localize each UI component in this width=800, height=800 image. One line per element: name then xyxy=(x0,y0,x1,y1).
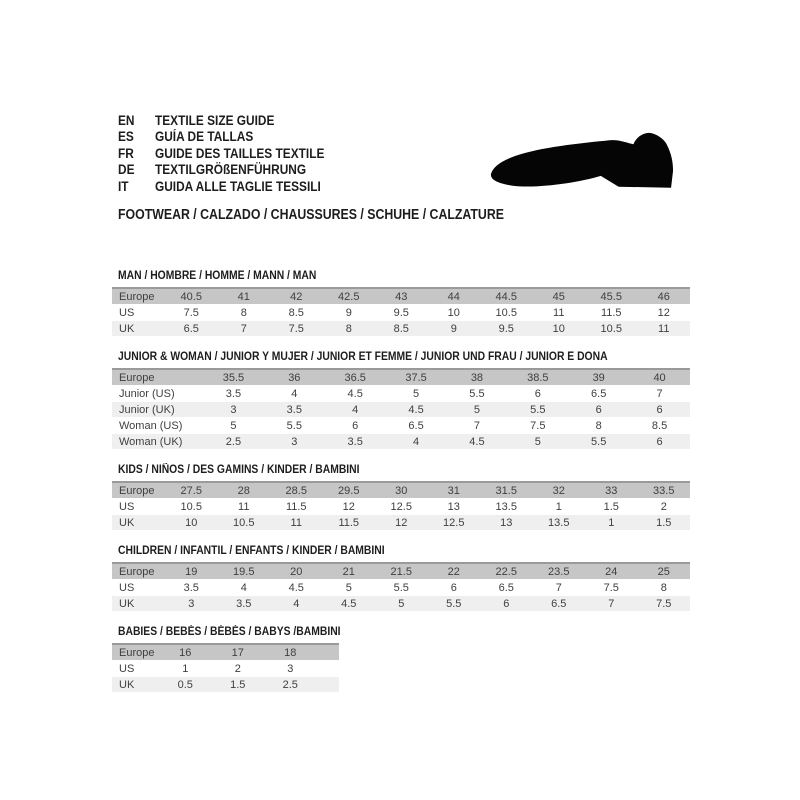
size-value-cell: 38 xyxy=(447,370,508,386)
language-row xyxy=(118,178,324,195)
row-label-cell: Woman (US) xyxy=(112,418,203,434)
size-value-cell: 10.5 xyxy=(585,321,638,337)
size-value-cell: 40.5 xyxy=(165,289,218,305)
size-value-cell: 0.5 xyxy=(159,677,212,693)
language-label: TEXTILE SIZE GUIDE xyxy=(154,112,275,128)
language-row xyxy=(118,129,324,146)
size-value-cell: 2 xyxy=(638,499,691,515)
size-value-cell: 22.5 xyxy=(480,564,533,580)
size-value-cell: 6.5 xyxy=(533,596,586,612)
size-value-cell: 5.5 xyxy=(507,402,568,418)
size-value-cell: 4 xyxy=(264,386,325,402)
size-value-cell: 6 xyxy=(507,386,568,402)
size-value-cell: 1 xyxy=(533,499,586,515)
size-value-cell: 3 xyxy=(264,434,325,450)
size-value-cell: 7 xyxy=(447,418,508,434)
size-table-section-children xyxy=(112,545,690,612)
size-value-cell: 5 xyxy=(447,402,508,418)
row-label-cell: US xyxy=(112,580,165,596)
size-table xyxy=(112,368,690,450)
size-value-cell: 10.5 xyxy=(480,305,533,321)
language-label: GUÍA DE TALLAS xyxy=(154,129,254,145)
size-value-cell: 8.5 xyxy=(270,305,323,321)
size-value-cell: 42.5 xyxy=(323,289,376,305)
size-value-cell: 9 xyxy=(428,321,481,337)
size-value-cell: 11 xyxy=(270,515,323,531)
size-value-cell: 7 xyxy=(585,596,638,612)
language-code: FR xyxy=(118,145,134,161)
row-label-cell: Junior (UK) xyxy=(112,402,203,418)
size-value-cell: 12 xyxy=(323,499,376,515)
language-label: TEXTILGRÖßENFÜHRUNG xyxy=(154,162,307,178)
size-value-cell: 8 xyxy=(323,321,376,337)
table-row xyxy=(112,386,690,402)
size-value-cell: 5 xyxy=(203,418,264,434)
size-value-cell: 5.5 xyxy=(568,434,629,450)
row-label-cell: Junior (US) xyxy=(112,386,203,402)
size-value-cell: 35.5 xyxy=(203,370,264,386)
size-value-cell: 28 xyxy=(218,483,271,499)
size-value-cell: 4.5 xyxy=(325,386,386,402)
row-label-cell: Europe xyxy=(112,645,159,661)
size-value-cell: 9.5 xyxy=(375,305,428,321)
size-value-cell: 19 xyxy=(165,564,218,580)
size-value-cell: 11.5 xyxy=(270,499,323,515)
size-value-cell: 25 xyxy=(638,564,691,580)
size-value-cell: 21 xyxy=(323,564,376,580)
size-value-cell: 13.5 xyxy=(533,515,586,531)
row-label-cell: US xyxy=(112,661,159,677)
row-label-cell: Europe xyxy=(112,483,165,499)
size-value-cell: 12.5 xyxy=(375,499,428,515)
size-value-cell: 13.5 xyxy=(480,499,533,515)
size-value-cell: 40 xyxy=(629,370,690,386)
size-value-cell: 5.5 xyxy=(375,580,428,596)
language-code: ES xyxy=(118,129,134,145)
category-title: FOOTWEAR / CALZADO / CHAUSSURES / SCHUHE / CALZATURE xyxy=(118,207,504,223)
size-value-cell: 3.5 xyxy=(325,434,386,450)
row-label-cell: UK xyxy=(112,321,165,337)
size-value-cell: 5.5 xyxy=(428,596,481,612)
size-value-cell: 1.5 xyxy=(212,677,265,693)
size-value-cell: 3.5 xyxy=(165,580,218,596)
size-value-cell: 36 xyxy=(264,370,325,386)
size-value-cell: 2 xyxy=(212,661,265,677)
size-value-cell: 33 xyxy=(585,483,638,499)
size-value-cell: 7.5 xyxy=(507,418,568,434)
size-value-cell: 7.5 xyxy=(638,596,691,612)
size-value-cell: 2.5 xyxy=(264,677,317,693)
size-value-cell: 17 xyxy=(212,645,265,661)
size-table-section-junior_woman xyxy=(112,351,690,450)
size-value-cell: 4 xyxy=(386,434,447,450)
size-value-cell: 7 xyxy=(218,321,271,337)
size-value-cell: 20 xyxy=(270,564,323,580)
size-table xyxy=(112,481,690,531)
filler-cell xyxy=(317,677,340,693)
row-label-cell: Europe xyxy=(112,289,165,305)
size-value-cell: 6 xyxy=(629,434,690,450)
language-code: EN xyxy=(118,112,135,128)
size-value-cell: 43 xyxy=(375,289,428,305)
size-value-cell: 33.5 xyxy=(638,483,691,499)
size-value-cell: 16 xyxy=(159,645,212,661)
size-value-cell: 8.5 xyxy=(629,418,690,434)
size-value-cell: 6.5 xyxy=(165,321,218,337)
row-label-cell: UK xyxy=(112,596,165,612)
size-value-cell: 37.5 xyxy=(386,370,447,386)
size-value-cell: 13 xyxy=(428,499,481,515)
size-table-title: BABIES / BEBÉS / BÉBÉS / BABYS /BAMBINI xyxy=(118,626,341,638)
size-value-cell: 36.5 xyxy=(325,370,386,386)
size-value-cell: 2.5 xyxy=(203,434,264,450)
size-value-cell: 9.5 xyxy=(480,321,533,337)
table-row xyxy=(112,321,690,337)
size-table-title: MAN / HOMBRE / HOMME / MANN / MAN xyxy=(118,270,317,282)
size-value-cell: 8.5 xyxy=(375,321,428,337)
size-value-cell: 1.5 xyxy=(638,515,691,531)
size-value-cell: 6 xyxy=(629,402,690,418)
size-value-cell: 46 xyxy=(638,289,691,305)
size-value-cell: 6.5 xyxy=(568,386,629,402)
size-value-cell: 11.5 xyxy=(323,515,376,531)
size-table-title: KIDS / NIÑOS / DES GAMINS / KINDER / BAMBINI xyxy=(118,464,360,476)
language-code: IT xyxy=(118,178,129,194)
size-value-cell: 45 xyxy=(533,289,586,305)
size-value-cell: 5.5 xyxy=(447,386,508,402)
size-value-cell: 28.5 xyxy=(270,483,323,499)
table-row xyxy=(112,596,690,612)
table-row xyxy=(112,289,690,305)
size-value-cell: 12 xyxy=(375,515,428,531)
size-value-cell: 4 xyxy=(270,596,323,612)
size-value-cell: 9 xyxy=(323,305,376,321)
table-row xyxy=(112,661,339,677)
size-table-title: JUNIOR & WOMAN / JUNIOR Y MUJER / JUNIOR ET FEMME / JUNIOR UND FRAU / JUNIOR E DONA xyxy=(118,351,608,363)
size-value-cell: 7 xyxy=(629,386,690,402)
table-row xyxy=(112,418,690,434)
size-value-cell: 44.5 xyxy=(480,289,533,305)
language-code: DE xyxy=(118,162,135,178)
size-value-cell: 4.5 xyxy=(323,596,376,612)
size-value-cell: 42 xyxy=(270,289,323,305)
size-value-cell: 10 xyxy=(428,305,481,321)
size-value-cell: 1 xyxy=(585,515,638,531)
size-table-section-man xyxy=(112,270,690,337)
size-value-cell: 7.5 xyxy=(270,321,323,337)
table-row xyxy=(112,402,690,418)
size-value-cell: 31.5 xyxy=(480,483,533,499)
size-value-cell: 4.5 xyxy=(386,402,447,418)
table-row xyxy=(112,645,339,661)
size-value-cell: 10 xyxy=(533,321,586,337)
table-row xyxy=(112,515,690,531)
size-value-cell: 11 xyxy=(533,305,586,321)
table-row xyxy=(112,370,690,386)
size-value-cell: 10.5 xyxy=(165,499,218,515)
size-value-cell: 10 xyxy=(165,515,218,531)
size-value-cell: 30 xyxy=(375,483,428,499)
size-value-cell: 4 xyxy=(325,402,386,418)
size-value-cell: 5 xyxy=(375,596,428,612)
size-value-cell: 6 xyxy=(568,402,629,418)
size-table xyxy=(112,287,690,337)
size-value-cell: 13 xyxy=(480,515,533,531)
size-value-cell: 12 xyxy=(638,305,691,321)
table-row xyxy=(112,677,339,693)
language-label: GUIDA ALLE TAGLIE TESSILI xyxy=(154,178,321,194)
table-row xyxy=(112,564,690,580)
size-value-cell: 7.5 xyxy=(585,580,638,596)
size-value-cell: 8 xyxy=(568,418,629,434)
row-label-cell: Woman (UK) xyxy=(112,434,203,450)
size-table xyxy=(112,643,339,693)
language-row xyxy=(118,162,324,179)
size-value-cell: 11 xyxy=(218,499,271,515)
size-table-section-babies xyxy=(112,626,690,693)
size-value-cell: 24 xyxy=(585,564,638,580)
size-value-cell: 3 xyxy=(203,402,264,418)
row-label-cell: Europe xyxy=(112,564,165,580)
table-row xyxy=(112,499,690,515)
size-value-cell: 3 xyxy=(264,661,317,677)
size-value-cell: 22 xyxy=(428,564,481,580)
size-value-cell: 1.5 xyxy=(585,499,638,515)
size-value-cell: 7 xyxy=(533,580,586,596)
size-value-cell: 32 xyxy=(533,483,586,499)
size-value-cell: 1 xyxy=(159,661,212,677)
size-value-cell: 5 xyxy=(507,434,568,450)
size-value-cell: 31 xyxy=(428,483,481,499)
table-row xyxy=(112,434,690,450)
row-label-cell: US xyxy=(112,305,165,321)
size-value-cell: 5 xyxy=(386,386,447,402)
size-value-cell: 6.5 xyxy=(386,418,447,434)
size-value-cell: 4.5 xyxy=(447,434,508,450)
table-row xyxy=(112,305,690,321)
size-table-section-kids xyxy=(112,464,690,531)
row-label-cell: Europe xyxy=(112,370,203,386)
size-value-cell: 29.5 xyxy=(323,483,376,499)
size-value-cell: 4 xyxy=(218,580,271,596)
language-label: GUIDE DES TAILLES TEXTILE xyxy=(154,145,325,161)
table-row xyxy=(112,580,690,596)
row-label-cell: US xyxy=(112,499,165,515)
shoe-icon xyxy=(489,127,677,199)
size-value-cell: 6 xyxy=(428,580,481,596)
size-value-cell: 45.5 xyxy=(585,289,638,305)
size-value-cell: 5 xyxy=(323,580,376,596)
table-row xyxy=(112,483,690,499)
size-value-cell: 39 xyxy=(568,370,629,386)
size-value-cell: 6 xyxy=(325,418,386,434)
size-tables-region xyxy=(112,270,690,707)
size-table xyxy=(112,562,690,612)
size-value-cell: 7.5 xyxy=(165,305,218,321)
size-value-cell: 3 xyxy=(165,596,218,612)
size-value-cell: 10.5 xyxy=(218,515,271,531)
size-value-cell: 11 xyxy=(638,321,691,337)
size-value-cell: 5.5 xyxy=(264,418,325,434)
size-value-cell: 8 xyxy=(638,580,691,596)
size-value-cell: 3.5 xyxy=(264,402,325,418)
size-value-cell: 38.5 xyxy=(507,370,568,386)
size-value-cell: 6.5 xyxy=(480,580,533,596)
size-value-cell: 11.5 xyxy=(585,305,638,321)
filler-cell xyxy=(317,661,340,677)
language-header-block xyxy=(118,112,353,195)
size-value-cell: 6 xyxy=(480,596,533,612)
size-value-cell: 23.5 xyxy=(533,564,586,580)
size-value-cell: 19.5 xyxy=(218,564,271,580)
filler-cell xyxy=(317,645,340,661)
language-row xyxy=(118,112,324,129)
language-row xyxy=(118,145,324,162)
size-value-cell: 8 xyxy=(218,305,271,321)
row-label-cell: UK xyxy=(112,515,165,531)
row-label-cell: UK xyxy=(112,677,159,693)
size-value-cell: 21.5 xyxy=(375,564,428,580)
size-table-title: CHILDREN / INFANTIL / ENFANTS / KINDER / BAMBINI xyxy=(118,545,385,557)
size-value-cell: 18 xyxy=(264,645,317,661)
size-value-cell: 44 xyxy=(428,289,481,305)
size-value-cell: 27.5 xyxy=(165,483,218,499)
size-value-cell: 3.5 xyxy=(218,596,271,612)
size-value-cell: 4.5 xyxy=(270,580,323,596)
size-value-cell: 3.5 xyxy=(203,386,264,402)
size-value-cell: 12.5 xyxy=(428,515,481,531)
size-value-cell: 41 xyxy=(218,289,271,305)
